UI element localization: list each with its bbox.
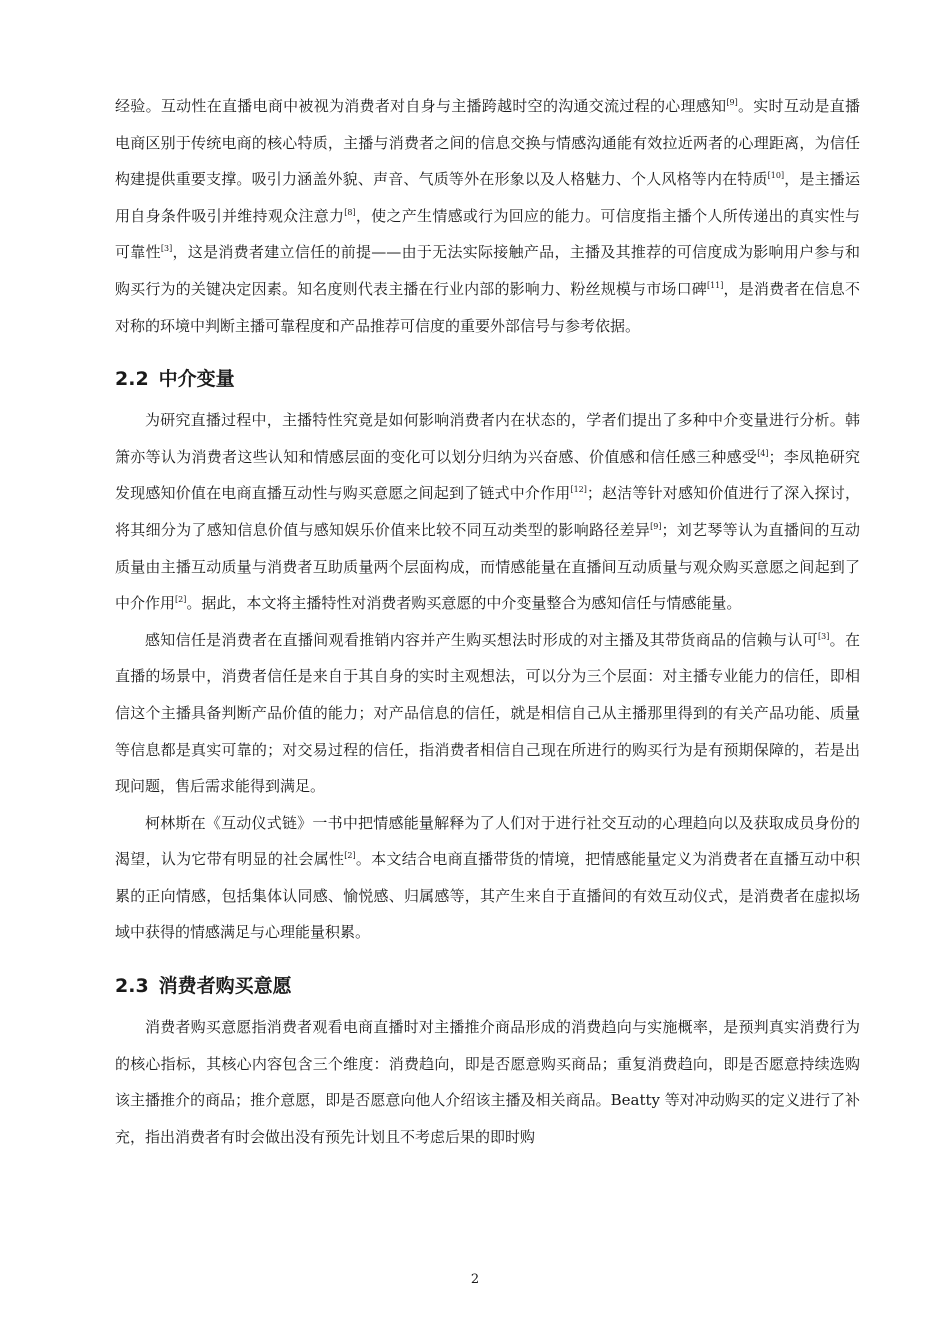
citation-ref: [8] xyxy=(344,207,356,217)
paragraph xyxy=(115,1009,860,1155)
paragraph-text: 感知信任是消费者在直播间观看推销内容并产生购买想法时形成的对主播及其带货商品的信赖与认可 xyxy=(145,630,819,649)
page-number: 2 xyxy=(470,1272,480,1287)
section-title: 中介变量 xyxy=(158,368,235,391)
paragraph xyxy=(115,805,860,951)
paragraph-text: 消费者购买意愿指消费者观看电商直播时对主播推介商品形成的消费趋向与实施概率，是预判真实消费行为的核心指标，其核心内容包含三个维度：消费趋向，即是否愿意购买商品；重复消费趋向，即是否愿意持续选购该主播推介的商品；推介意愿，即是否愿意向他人介绍该主播及相关商品。Beatty 等对冲动购买的定义进行了补充，指出消费者有时会做出没有预先计划且不考虑后果的即时购 xyxy=(115,1018,860,1146)
citation-ref: [2] xyxy=(175,595,187,605)
paragraph-text: ；刘艺琴等认为直播间的互动质量由主播互动质量与消费者互助质量两个层面构成，而情感能量在直播间互动质量与观众购买意愿之间起到了中介作用 xyxy=(115,520,860,613)
citation-ref: [11] xyxy=(706,280,724,290)
paragraph-text: 。本文结合电商直播带货的情境，把情感能量定义为消费者在直播互动中积累的正向情感，包括集体认同感、愉悦感、归属感等，其产生来自于直播间的有效互动仪式，是消费者在虚拟场域中获得的情感满足与心理能量积累。 xyxy=(115,850,860,942)
paragraph xyxy=(115,622,860,805)
paragraph-text: 。实时互动是直播电商区别于传统电商的核心特质，主播与消费者之间的信息交换与情感沟通能有效拉近两者的心理距离，为信任构建提供重要支撑。吸引力涵盖外貌、声音、气质等外在形象以及人格魅力、个人风格等内在特质 xyxy=(115,97,860,189)
citation-ref: [2] xyxy=(344,851,356,861)
citation-ref: [4] xyxy=(757,448,769,458)
paragraph-text: 柯林斯在《互动仪式链》一书中把情感能量解释为了人们对于进行社交互动的心理趋向以及获取成员身份的渴望，认为它带有明显的社会属性 xyxy=(115,813,860,869)
citation-ref: [3] xyxy=(818,631,830,641)
paragraph-text: ；赵洁等针对感知价值进行了深入探讨，将其细分为了感知信息价值与感知娱乐价值来比较不同互动类型的影响路径差异 xyxy=(115,484,860,539)
paragraph xyxy=(115,88,860,344)
paragraph-text: ，这是消费者建立信任的前提——由于无法实际接触产品，主播及其推荐的可信度成为影响用户参与和购买行为的关键决定因素。知名度则代表主播在行业内部的影响力、粉丝规模与市场口碑 xyxy=(115,243,860,298)
section-heading xyxy=(115,971,860,1001)
citation-ref: [9] xyxy=(650,521,662,531)
paragraph-text: ，使之产生情感或行为回应的能力。可信度指主播个人所传递出的真实性与可靠性 xyxy=(115,206,860,262)
paragraph-text: 。据此，本文将主播特性对消费者购买意愿的中介变量整合为感知信任与情感能量。 xyxy=(186,594,742,613)
citation-ref: [9] xyxy=(726,98,738,107)
paragraph xyxy=(115,402,860,622)
citation-ref: [12] xyxy=(570,485,587,495)
section-heading xyxy=(115,364,860,394)
paragraph-text: ，是消费者在信息不对称的环境中判断主播可靠程度和产品推荐可信度的重要外部信号与参考依据。 xyxy=(115,279,860,335)
citation-ref: [3] xyxy=(160,244,173,254)
paragraph-text: ，是主播运用自身条件吸引并维持观众注意力 xyxy=(115,170,860,225)
paragraph-text: ；李凤艳研究发现感知价值在电商直播互动性与购买意愿之间起到了链式中介作用 xyxy=(115,447,860,503)
paragraph-text: 。在直播的场景中，消费者信任是来自于其自身的实时主观想法，可以分为三个层面：对主播专业能力的信任，即相信这个主播具备判断产品价值的能力；对产品信息的信任，就是相信自己从主播那里得到的有关产品功能、质量等信息都是真实可靠的；对交易过程的信任，指消费者相信自己现在所进行的购买行为是有预期保障的，若是出现问题，售后需求能得到满足。 xyxy=(115,630,860,796)
paragraph-text: 为研究直播过程中，主播特性究竟是如何影响消费者内在状态的，学者们提出了多种中介变量进行分析。韩箫亦等认为消费者这些认知和情感层面的变化可以划分归纳为兴奋感、价值感和信任感三种感受 xyxy=(115,411,860,466)
paragraph-text: 经验。互动性在直播电商中被视为消费者对自身与主播跨越时空的沟通交流过程的心理感知 xyxy=(115,97,727,115)
section-number: 2.3 xyxy=(115,975,149,998)
page-body xyxy=(115,88,860,1155)
citation-ref: [10] xyxy=(767,171,785,181)
section-number: 2.2 xyxy=(115,368,149,391)
section-title: 消费者购买意愿 xyxy=(158,975,292,998)
